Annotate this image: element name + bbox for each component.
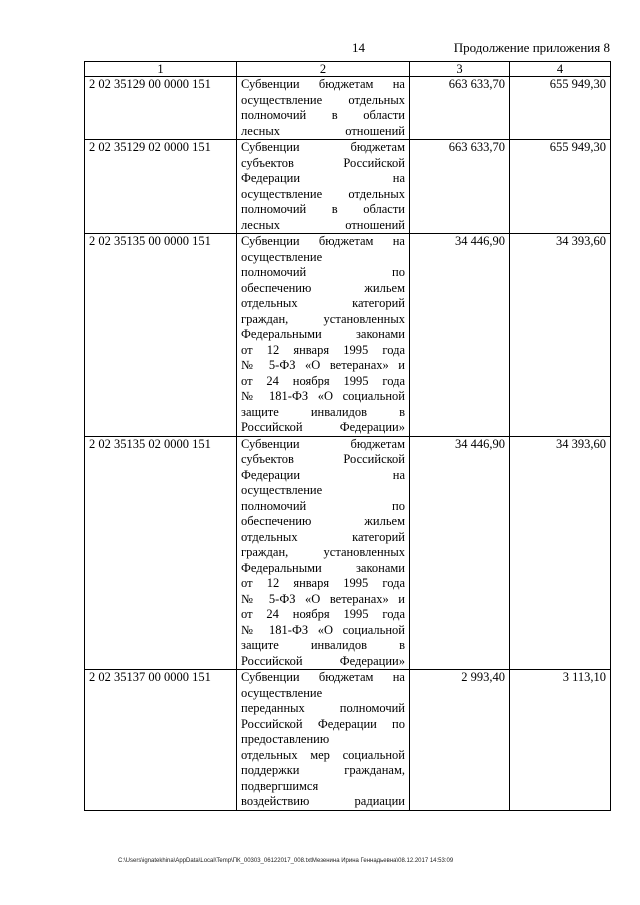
- budget-table: [84, 61, 611, 811]
- description-line: Федеральными законами: [241, 327, 405, 341]
- table-row: [85, 77, 611, 140]
- description-line: поддержки гражданам,: [241, 763, 405, 777]
- description-line: отдельных категорий: [241, 529, 405, 544]
- description-line: полномочий в области: [241, 108, 405, 122]
- description-line: от 24 ноября 1995 года: [241, 373, 405, 388]
- description-line: Субвенции бюджетам на: [241, 670, 405, 684]
- budget-code-cell: 2 02 35129 00 0000 151: [85, 77, 237, 140]
- description-line: предоставлению: [241, 732, 330, 746]
- amount-column-4: 655 949,30: [510, 77, 611, 140]
- table-row: [85, 670, 611, 811]
- amount-column-3: 34 446,90: [410, 234, 510, 437]
- description-line: Российской Федерации»: [241, 420, 405, 434]
- description-line: полномочий в области: [241, 202, 405, 216]
- table-row: [85, 436, 611, 670]
- description-line: от 24 ноября 1995 года: [241, 607, 405, 621]
- description-line: осуществление: [241, 483, 323, 497]
- description-cell: [237, 234, 410, 437]
- amount-column-3: 2 993,40: [410, 670, 510, 811]
- description-line: граждан, установленных: [241, 545, 405, 559]
- description-line: лесных отношений: [241, 123, 405, 138]
- description-line: лесных отношений: [241, 217, 405, 232]
- description-line: полномочий по: [241, 498, 405, 513]
- description-cell: [237, 670, 410, 811]
- table-row: [85, 234, 611, 437]
- amount-column-3: 663 633,70: [410, 77, 510, 140]
- column-number-row: [85, 62, 611, 77]
- file-path-footer: C:\Users\ignatekhina\AppData\Local\Temp\ПК_00303_06122017_008.txtМезенина Ирина Геннадьевна\08.12.2017 14:53:09: [118, 858, 454, 864]
- amount-column-3: 34 446,90: [410, 436, 510, 670]
- continuation-label: Продолжение приложения 8: [453, 40, 610, 55]
- description-line: осуществление отдельных: [241, 186, 405, 201]
- budget-code-cell: 2 02 35135 00 0000 151: [85, 234, 237, 437]
- description-line: отдельных мер социальной: [241, 747, 405, 762]
- description-line: от 12 января 1995 года: [241, 342, 405, 357]
- description-line: Субвенции бюджетам на: [241, 77, 405, 91]
- description-cell: [237, 140, 410, 234]
- description-line: № 5-ФЗ «О ветеранах» и: [241, 358, 405, 372]
- description-line: № 181-ФЗ «О социальной: [241, 622, 405, 637]
- description-cell: [237, 77, 410, 140]
- description-line: осуществление: [241, 685, 323, 700]
- description-line: осуществление: [241, 249, 323, 264]
- budget-code-cell: 2 02 35137 00 0000 151: [85, 670, 237, 811]
- column-header-2: 2: [237, 62, 410, 77]
- description-line: № 181-ФЗ «О социальной: [241, 389, 405, 403]
- description-line: Российской Федерации по: [241, 716, 405, 731]
- description-line: Субвенции бюджетам на: [241, 234, 405, 248]
- column-header-4: 4: [510, 62, 611, 77]
- page-number: 14: [352, 40, 365, 55]
- description-line: субъектов Российской: [241, 452, 405, 466]
- description-line: Федерации на: [241, 467, 405, 482]
- description-line: Федеральными законами: [241, 560, 405, 575]
- description-line: воздействию радиации: [241, 794, 405, 808]
- amount-column-4: 3 113,10: [510, 670, 611, 811]
- amount-column-4: 34 393,60: [510, 436, 611, 670]
- description-line: граждан, установленных: [241, 311, 405, 326]
- description-line: защите инвалидов в: [241, 404, 405, 419]
- amount-column-4: 655 949,30: [510, 140, 611, 234]
- budget-code-cell: 2 02 35129 02 0000 151: [85, 140, 237, 234]
- budget-code-cell: 2 02 35135 02 0000 151: [85, 436, 237, 670]
- description-line: подвергшимся: [241, 778, 319, 793]
- amount-column-4: 34 393,60: [510, 234, 611, 437]
- table-row: [85, 140, 611, 234]
- description-line: Субвенции бюджетам: [241, 140, 405, 154]
- description-cell: [237, 436, 410, 670]
- description-line: субъектов Российской: [241, 155, 405, 170]
- description-line: Субвенции бюджетам: [241, 436, 405, 451]
- description-line: обеспечению жильем: [241, 280, 405, 295]
- amount-column-3: 663 633,70: [410, 140, 510, 234]
- description-line: обеспечению жильем: [241, 514, 405, 528]
- description-line: осуществление отдельных: [241, 92, 405, 107]
- description-line: отдельных категорий: [241, 296, 405, 310]
- column-header-1: 1: [85, 62, 237, 77]
- description-line: от 12 января 1995 года: [241, 576, 405, 590]
- description-line: переданных полномочий: [241, 701, 405, 715]
- description-line: защите инвалидов в: [241, 638, 405, 652]
- description-line: Федерации на: [241, 171, 405, 185]
- description-line: № 5-ФЗ «О ветеранах» и: [241, 591, 405, 606]
- column-header-3: 3: [410, 62, 510, 77]
- description-line: полномочий по: [241, 265, 405, 279]
- description-line: Российской Федерации»: [241, 653, 405, 668]
